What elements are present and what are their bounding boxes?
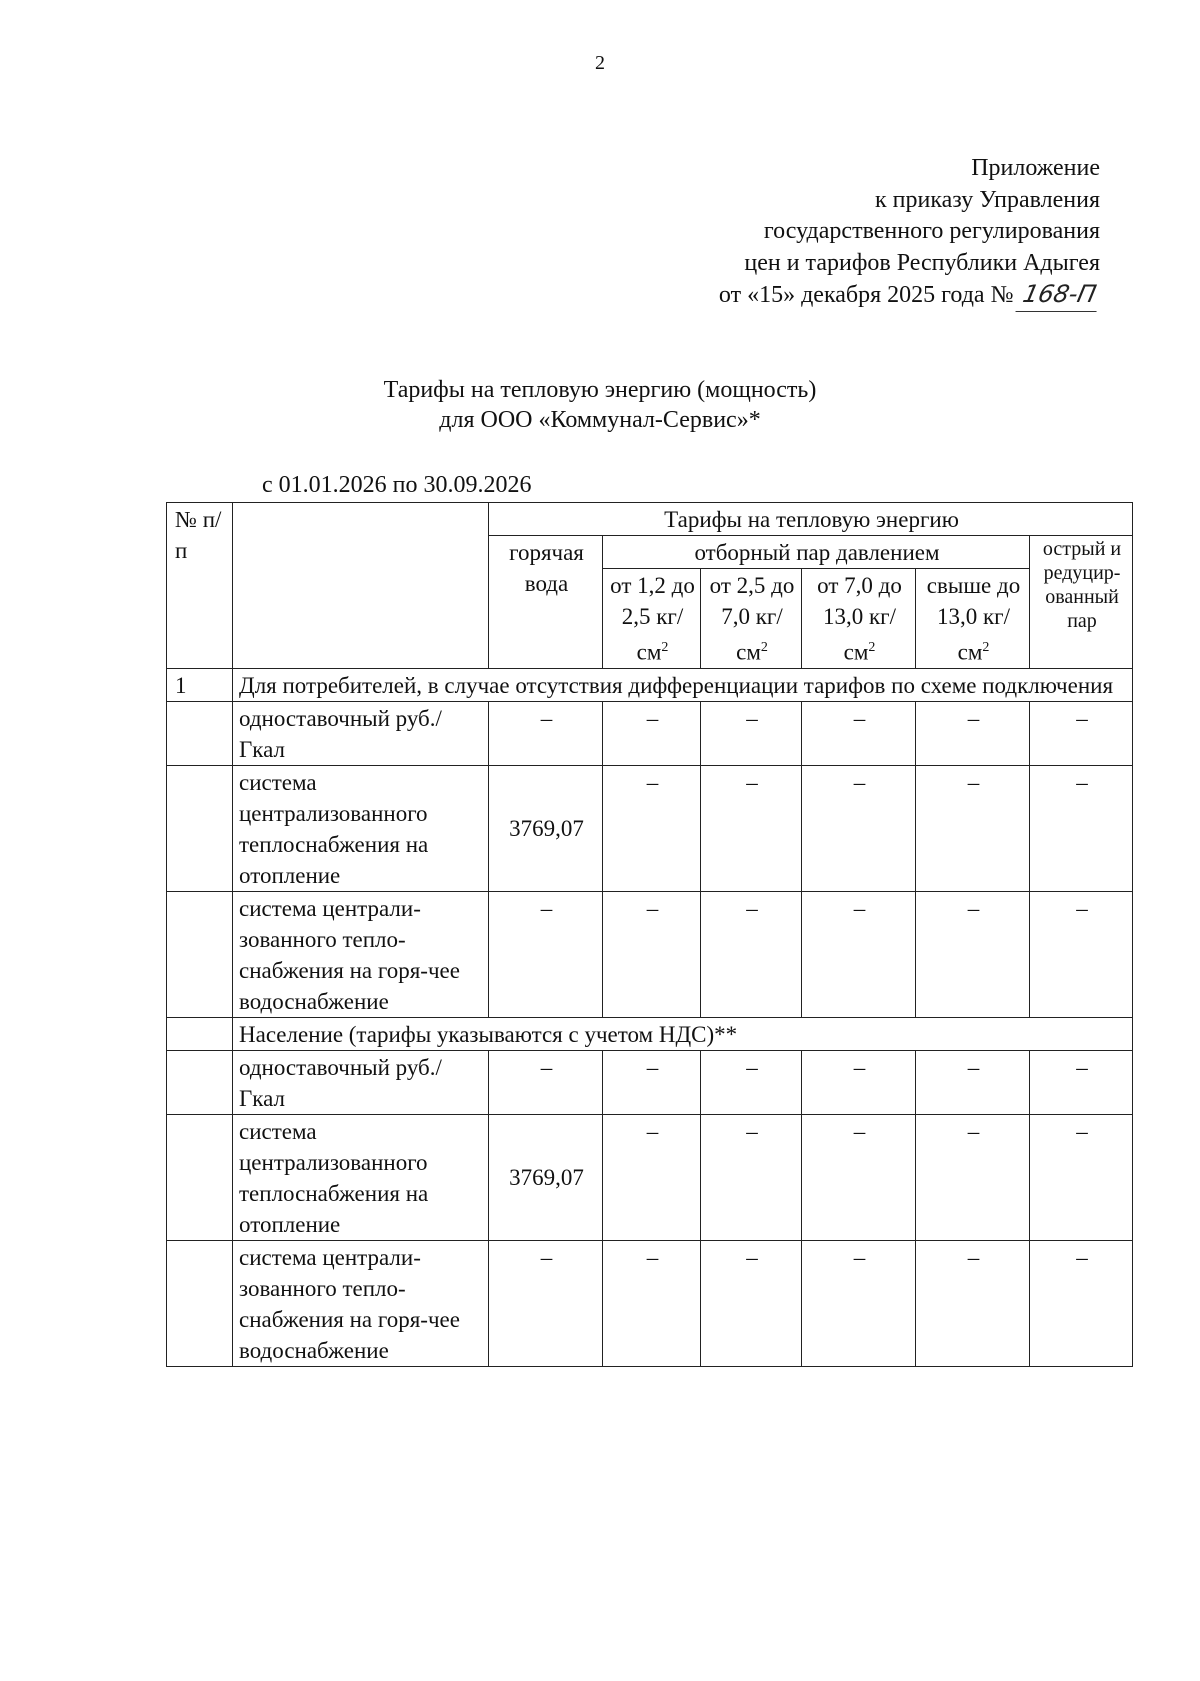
cell-value: – [603, 1240, 701, 1366]
cell-value: – [489, 701, 603, 765]
cell-value: – [701, 701, 802, 765]
cell-value: – [916, 1240, 1030, 1366]
header-hot-water: горячая вода [489, 536, 603, 669]
period: с 01.01.2026 по 30.09.2026 [262, 472, 532, 498]
cell-value: – [1030, 1240, 1133, 1366]
header-steam-2: от 2,5 до 7,0 $кг/см^2$ [701, 569, 802, 669]
header-steam-group: отборный пар давлением [603, 536, 1030, 569]
row-label: одноставочный руб./Гкал [233, 701, 489, 765]
appendix-line: Приложение [971, 155, 1100, 181]
table-row [167, 1114, 1133, 1240]
cell-value: – [1030, 891, 1133, 1017]
row-label: одноставочный руб./Гкал [233, 1050, 489, 1114]
cell-value: – [1030, 1050, 1133, 1114]
cell-value: – [802, 765, 916, 891]
cell-value: – [916, 1050, 1030, 1114]
cell-value: – [1030, 701, 1133, 765]
cell-value: – [603, 701, 701, 765]
section-num: 1 [167, 668, 233, 701]
row-label: система централи-зованного тепло-снабжения на горя-чее водоснабжение [233, 1240, 489, 1366]
appendix-line: к приказу Управления [874, 186, 1100, 213]
cell-value: – [916, 891, 1030, 1017]
header-tariffs-group: Тарифы на тепловую энергию [489, 503, 1133, 536]
row-label: система централизованного теплоснабжения на отопление [233, 765, 489, 891]
cell-value: – [802, 1240, 916, 1366]
cell-value: – [603, 891, 701, 1017]
cell-value: – [701, 1114, 802, 1240]
cell-value: – [802, 1114, 916, 1240]
cell-value: 3769,07 [489, 765, 603, 891]
cell-value: – [802, 701, 916, 765]
header-row-1 [167, 503, 1133, 536]
table-row [167, 1240, 1133, 1366]
cell-value: – [1030, 765, 1133, 891]
header-steam-4: свыше до 13,0 $кг/см^2$ [916, 569, 1030, 669]
table-row [167, 891, 1133, 1017]
cell-value: – [916, 701, 1030, 765]
header-steam-3: от 7,0 до 13,0 $кг/см^2$ [802, 569, 916, 669]
cell-value: – [489, 891, 603, 1017]
cell-value: – [701, 765, 802, 891]
title-line-2: для ООО «Коммунал-Сервис»* [439, 407, 761, 433]
cell-value: – [489, 1240, 603, 1366]
section-2-title-row [167, 1017, 1133, 1050]
appendix-date: от «15» декабря 2025 года № [718, 282, 1014, 308]
row-label: система централизованного теплоснабжения на отопление [233, 1114, 489, 1240]
title-line-1: Тарифы на тепловую энергию (мощность) [383, 377, 817, 403]
table-row [167, 765, 1133, 891]
section-1-title-row [167, 668, 1133, 701]
header-sharp-steam: острый и редуцир-ованный пар [1030, 536, 1133, 669]
row-label: система централи-зованного тепло-снабжения на горя-чее водоснабжение [233, 891, 489, 1017]
table-row [167, 701, 1133, 765]
document-title [0, 375, 1200, 435]
header-steam-1: от 1,2 до 2,5 $кг/см^2$ [603, 569, 701, 669]
cell-value: – [916, 765, 1030, 891]
cell-value: – [603, 1050, 701, 1114]
cell-value: 3769,07 [489, 1114, 603, 1240]
header-blank [233, 503, 489, 669]
cell-value: – [802, 891, 916, 1017]
cell-value: – [603, 1114, 701, 1240]
appendix-block [719, 153, 1100, 312]
page-number: 2 [595, 52, 605, 74]
cell-value: – [701, 891, 802, 1017]
appendix-line: государственного регулирования [763, 218, 1100, 244]
appendix-line: цен и тарифов Республики Адыгея [744, 249, 1100, 276]
section-title: Население (тарифы указываются с учетом НДС)** [233, 1017, 1133, 1050]
tariff-table [166, 502, 1133, 1367]
section-num [167, 1017, 233, 1050]
header-num: № п/п [167, 503, 233, 669]
cell-value: – [916, 1114, 1030, 1240]
cell-value: – [489, 1050, 603, 1114]
order-number: 168-П [1016, 279, 1103, 312]
cell-value: – [701, 1050, 802, 1114]
cell-value: – [701, 1240, 802, 1366]
table-row [167, 1050, 1133, 1114]
cell-value: – [603, 765, 701, 891]
section-title: Для потребителей, в случае отсутствия дифференциации тарифов по схеме подключения [233, 668, 1133, 701]
appendix-date-line [719, 279, 1100, 312]
cell-value: – [1030, 1114, 1133, 1240]
cell-value: – [802, 1050, 916, 1114]
